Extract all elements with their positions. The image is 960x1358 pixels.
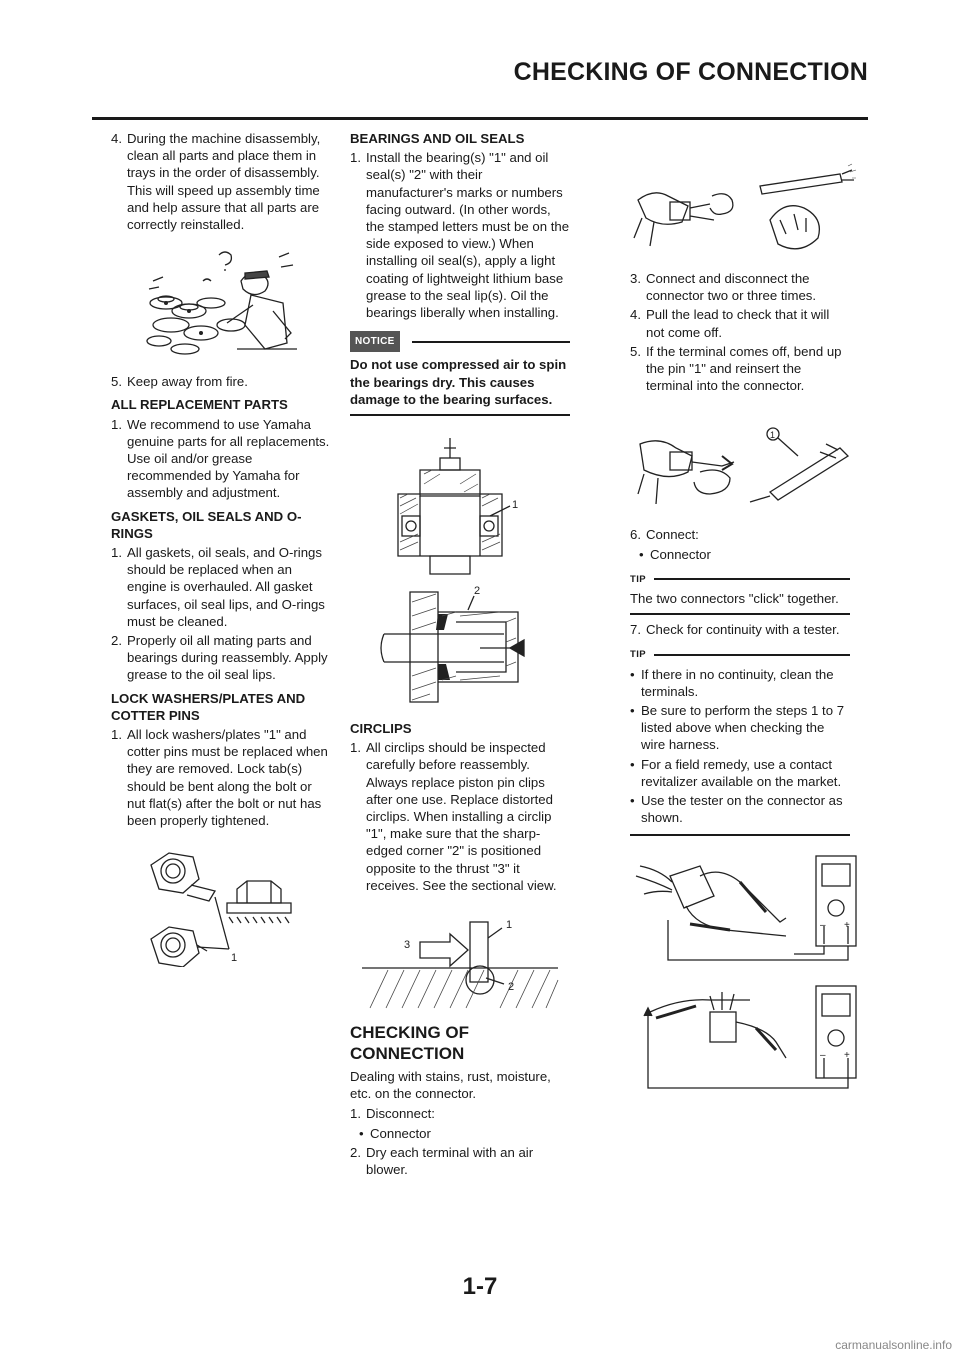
- bullet-text: Connector: [650, 546, 711, 562]
- list-item: [630, 270, 850, 304]
- list-number: 1.: [350, 150, 361, 166]
- tip-rule: [654, 578, 850, 580]
- tester-connection-illustration: [630, 846, 860, 976]
- list-text: Connect and disconnect the connector two or three times.: [646, 271, 817, 304]
- notice-rule: [412, 341, 570, 343]
- list-number: 4.: [630, 307, 641, 323]
- tip-header: [630, 571, 850, 588]
- list-item: [350, 739, 570, 894]
- list-text: Dry each terminal with an air blower.: [366, 1144, 534, 1178]
- section-heading: CIRCLIPS: [350, 721, 412, 737]
- list-number: 1.: [111, 727, 122, 743]
- section-heading-large: CHECKING OF CONNECTION: [350, 1023, 469, 1064]
- list-item: [111, 726, 331, 829]
- list-number: 2.: [111, 633, 122, 649]
- figure-callout-2: 2: [508, 981, 515, 994]
- list-text: Check for continuity with a tester.: [646, 622, 840, 638]
- tester-connection-alt-illustration: [630, 982, 860, 1092]
- list-item: [350, 1105, 570, 1122]
- list-number: 1.: [111, 416, 122, 432]
- list-text: All circlips should be inspected carefully before reassembly. Always replace piston pin clips after one use. Replace distorted circlips. When installing a circlip "1", make sure that the sharp-edged corner "2" is positioned opposite to the thrust "3" it receives. See the sectional view.: [366, 740, 557, 893]
- watermark-text: carmanualsonline.info: [835, 1338, 952, 1352]
- bullet-item: [630, 666, 850, 700]
- figure-callout-3: 3: [404, 939, 411, 952]
- list-item: [350, 1144, 570, 1178]
- tip-label: TIP: [630, 649, 646, 661]
- tip-label: TIP: [630, 573, 646, 585]
- figure-callout-2: 2: [474, 585, 481, 598]
- bullet-item: [350, 1125, 570, 1142]
- section-heading: GASKETS, OIL SEALS AND O-RINGS: [111, 508, 302, 541]
- meter-minus-label: –: [820, 920, 826, 932]
- list-number: 3.: [630, 271, 641, 286]
- notice-header: [350, 331, 570, 352]
- bullet-text: Use the tester on the connector as shown.: [641, 793, 843, 826]
- meter-plus-label: +: [844, 920, 850, 932]
- disassembly-illustration: [141, 245, 301, 361]
- list-number: 4.: [111, 131, 122, 146]
- column-middle: [350, 130, 570, 1180]
- list-text: We recommend to use Yamaha genuine parts for all replacements. Use oil and/or grease recommended by Yamaha for assembly and adjustment.: [127, 416, 330, 501]
- connector-drying-illustration: [630, 160, 860, 260]
- list-number: 5.: [630, 343, 641, 359]
- lock-washer-illustration: [141, 847, 301, 967]
- list-number: 1.: [350, 740, 361, 756]
- notice-text: Do not use compressed air to spin the bearings dry. This causes damage to the bearing surfaces.: [350, 356, 570, 416]
- list-text: Install the bearing(s) "1" and oil seal(s) "2" with their manufacturer's marks or numbers facing outward. (In other words, the stamped letters must be on the side exposed to view.) When installing oil seal(s), apply a light coating of lightweight lithium base grease to the seal lip(s). Oil the bearings liberally when installing.: [366, 150, 570, 321]
- list-item: [111, 373, 331, 390]
- list-item: [630, 306, 850, 340]
- bullet-mark: •: [630, 666, 635, 682]
- list-item: [630, 526, 850, 543]
- terminal-pin-illustration: [630, 422, 860, 516]
- column-left: [111, 130, 331, 967]
- figure-callout-1: 1: [231, 952, 238, 965]
- bullet-item: [630, 546, 850, 563]
- section-heading: LOCK WASHERS/PLATES AND COTTER PINS: [111, 690, 306, 723]
- list-number: 2.: [350, 1144, 361, 1160]
- page-number: 1-7: [462, 1273, 498, 1300]
- list-item: [111, 632, 331, 684]
- bullet-text: Be sure to perform the steps 1 to 7 listed above when checking the wire harness.: [641, 703, 845, 753]
- bullet-mark: •: [359, 1125, 364, 1141]
- list-number: 1.: [111, 545, 122, 561]
- bullet-mark: •: [630, 756, 635, 772]
- tip-text: The two connectors "click" together.: [630, 590, 850, 615]
- tip-rule: [654, 654, 850, 656]
- list-item: [111, 544, 331, 630]
- list-text: Disconnect:: [366, 1106, 435, 1122]
- list-text: If the terminal comes off, bend up the pin "1" and reinsert the terminal into the connector.: [646, 343, 842, 394]
- tip-header: [630, 646, 850, 663]
- bullet-mark: •: [639, 546, 644, 562]
- header-rule: [92, 117, 868, 120]
- bullet-mark: •: [630, 703, 635, 719]
- list-number: 5.: [111, 374, 122, 390]
- section-heading: BEARINGS AND OIL SEALS: [350, 131, 525, 146]
- bearing-illustration: [390, 434, 530, 578]
- oil-seal-illustration: [380, 582, 540, 712]
- list-text: Connect:: [646, 527, 699, 543]
- meter-minus-label: –: [820, 1050, 826, 1062]
- list-item: [111, 130, 331, 233]
- bullet-mark: •: [630, 793, 635, 809]
- list-item: [111, 416, 331, 502]
- list-item: [630, 621, 850, 638]
- list-text: Keep away from fire.: [127, 374, 248, 390]
- column-right: [630, 130, 850, 1092]
- bullet-item: [630, 702, 850, 754]
- figure-callout-1: 1: [512, 499, 519, 512]
- bullet-item: [630, 792, 850, 826]
- list-number: 1.: [350, 1106, 361, 1122]
- list-item: [630, 343, 850, 395]
- list-number: 7.: [630, 622, 641, 638]
- meter-plus-label: +: [844, 1050, 850, 1062]
- figure-callout-1: 1: [770, 430, 776, 441]
- bullet-text: For a field remedy, use a contact revitalizer available on the market.: [641, 756, 842, 789]
- notice-badge: NOTICE: [350, 331, 400, 352]
- tip-list: [630, 666, 850, 837]
- list-item: [350, 149, 570, 321]
- page-title: CHECKING OF CONNECTION: [513, 58, 868, 86]
- section-heading: ALL REPLACEMENT PARTS: [111, 397, 288, 413]
- bullet-text: Connector: [370, 1125, 431, 1141]
- bullet-item: [630, 756, 850, 790]
- list-text: All lock washers/plates "1" and cotter pins must be replaced when they are removed. Lock tab(s) should be bent along the bolt or nut flat(s) after the bolt or nut has been properly tightened.: [127, 727, 328, 829]
- list-text: During the machine disassembly, clean all parts and place them in trays in the order of disassembly. This will speed up assembly time and help assure that all parts are correctly reinstalled.: [127, 131, 321, 233]
- list-number: 6.: [630, 527, 641, 543]
- list-text: Pull the lead to check that it will not come off.: [646, 307, 830, 340]
- list-text: Properly oil all mating parts and bearings during reassembly. Apply grease to the oil seal lips.: [127, 633, 328, 683]
- circlip-illustration: [360, 908, 560, 1012]
- paragraph: Dealing with stains, rust, moisture, etc. on the connector.: [350, 1069, 551, 1102]
- list-text: All gaskets, oil seals, and O-rings should be replaced when an engine is overhauled. All gasket surfaces, oil seal lips, and O-rings must be cleaned.: [127, 545, 325, 629]
- figure-callout-1: 1: [506, 919, 513, 932]
- bullet-text: If there in no continuity, clean the terminals.: [641, 666, 834, 699]
